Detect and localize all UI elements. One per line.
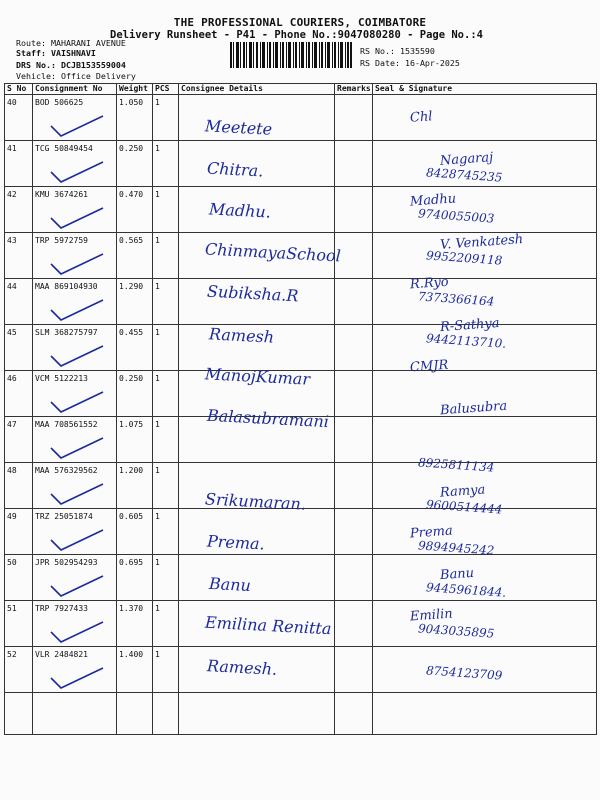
checkmark-icon	[47, 618, 107, 646]
row-pcs: 1	[153, 601, 179, 647]
signature-handwriting: Emilin	[409, 606, 454, 625]
row-remarks-cell	[335, 647, 373, 693]
col-consignment: Consignment No	[33, 84, 117, 95]
table-row	[5, 141, 597, 187]
row-sno: 49	[5, 509, 33, 555]
row-sno: 52	[5, 647, 33, 693]
row-signature-cell	[373, 693, 597, 735]
phone-handwriting: 9740055003	[417, 206, 495, 226]
consignee-handwriting: ChinmayaSchool	[204, 238, 342, 266]
row-weight	[117, 693, 153, 735]
row-pcs: 1	[153, 95, 179, 141]
table-header-row	[5, 84, 597, 95]
consignee-handwriting: Ramesh	[208, 323, 275, 347]
row-remarks-cell	[335, 95, 373, 141]
consignment-number: MAA 708561552	[35, 420, 98, 429]
row-consignment	[33, 555, 117, 601]
consignment-number: SLM 368275797	[35, 328, 98, 337]
consignee-handwriting: Balasubramani	[206, 405, 330, 431]
signature-handwriting: Madhu	[409, 191, 457, 210]
rs-number: RS No.: 1535590	[360, 46, 435, 56]
checkmark-icon	[47, 342, 107, 370]
row-consignment	[33, 463, 117, 509]
signature-handwriting: Nagaraj	[439, 149, 494, 169]
phone-handwriting: 8925811134	[417, 455, 495, 475]
row-remarks-cell	[335, 601, 373, 647]
consignment-number: TCG 50849454	[35, 144, 93, 153]
checkmark-icon	[47, 480, 107, 508]
consignment-number: JPR 502954293	[35, 558, 98, 567]
signature-handwriting: Banu	[439, 565, 475, 583]
row-weight: 0.565	[117, 233, 153, 279]
row-consignee-cell	[179, 555, 335, 601]
col-sno: S No	[5, 84, 33, 95]
signature-handwriting: Ramya	[439, 481, 486, 501]
row-consignment	[33, 693, 117, 735]
row-sno: 47	[5, 417, 33, 463]
row-pcs: 1	[153, 371, 179, 417]
table-row	[5, 647, 597, 693]
row-sno: 40	[5, 95, 33, 141]
table-row	[5, 279, 597, 325]
checkmark-icon	[47, 388, 107, 416]
row-remarks-cell	[335, 417, 373, 463]
row-pcs: 1	[153, 187, 179, 233]
row-consignment	[33, 233, 117, 279]
phone-handwriting: 9894945242	[417, 538, 495, 558]
row-sno: 44	[5, 279, 33, 325]
signature-handwriting: Chl	[409, 109, 433, 126]
phone-handwriting: 7373366164	[417, 289, 495, 309]
row-remarks-cell	[335, 279, 373, 325]
row-pcs: 1	[153, 233, 179, 279]
row-consignment	[33, 187, 117, 233]
phone-handwriting: 9043035895	[417, 621, 495, 641]
col-consignee: Consignee Details	[179, 84, 335, 95]
row-pcs: 1	[153, 463, 179, 509]
route-label: Route: MAHARANI AVENUE	[16, 38, 126, 48]
row-consignment	[33, 371, 117, 417]
row-sno: 41	[5, 141, 33, 187]
table-row	[5, 555, 597, 601]
company-title: THE PROFESSIONAL COURIERS, COIMBATORE	[173, 16, 427, 29]
row-weight: 1.050	[117, 95, 153, 141]
col-signature: Seal & Signature	[373, 84, 597, 95]
row-sno: 50	[5, 555, 33, 601]
row-consignment	[33, 509, 117, 555]
consignee-handwriting: Madhu.	[208, 199, 272, 222]
row-consignment	[33, 601, 117, 647]
phone-handwriting: 8428745235	[425, 164, 503, 185]
row-sno	[5, 693, 33, 735]
consignment-number: KMU 3674261	[35, 190, 88, 199]
runsheet-table	[4, 83, 597, 735]
row-weight: 1.200	[117, 463, 153, 509]
row-weight: 0.605	[117, 509, 153, 555]
consignee-handwriting: Subiksha.R	[206, 281, 299, 306]
consignee-handwriting: Meetete	[204, 116, 273, 139]
row-remarks-cell	[335, 187, 373, 233]
signature-handwriting: R.Ryo	[409, 274, 450, 293]
phone-handwriting: 9445961844.	[425, 579, 507, 600]
row-consignee-cell	[179, 693, 335, 735]
rs-date: RS Date: 16-Apr-2025	[360, 58, 460, 68]
row-sno: 45	[5, 325, 33, 371]
checkmark-icon	[47, 664, 107, 692]
row-weight: 1.075	[117, 417, 153, 463]
row-remarks-cell	[335, 509, 373, 555]
row-pcs: 1	[153, 417, 179, 463]
row-pcs: 1	[153, 647, 179, 693]
signature-handwriting: Prema	[409, 523, 454, 542]
table-row	[5, 693, 597, 735]
row-remarks-cell	[335, 463, 373, 509]
row-consignment	[33, 647, 117, 693]
signature-handwriting: CMJR	[409, 357, 449, 376]
row-weight: 0.250	[117, 141, 153, 187]
table-row	[5, 509, 597, 555]
checkmark-icon	[47, 158, 107, 186]
row-pcs: 1	[153, 555, 179, 601]
row-weight: 0.250	[117, 371, 153, 417]
table-row	[5, 325, 597, 371]
row-signature-cell	[373, 187, 597, 233]
col-weight: Weight	[117, 84, 153, 95]
row-sno: 43	[5, 233, 33, 279]
checkmark-icon	[47, 572, 107, 600]
phone-handwriting: 9600514444	[425, 496, 503, 517]
row-consignment	[33, 141, 117, 187]
row-consignment	[33, 325, 117, 371]
row-weight: 0.695	[117, 555, 153, 601]
consignment-number: MAA 576329562	[35, 466, 98, 475]
row-remarks-cell	[335, 141, 373, 187]
row-pcs: 1	[153, 325, 179, 371]
row-consignment	[33, 95, 117, 141]
row-sno: 42	[5, 187, 33, 233]
row-consignment	[33, 417, 117, 463]
consignee-handwriting: Emilina Renitta	[204, 612, 332, 639]
row-weight: 0.455	[117, 325, 153, 371]
checkmark-icon	[47, 434, 107, 462]
consignee-handwriting: Ramesh.	[206, 655, 278, 679]
barcode-image	[230, 42, 352, 68]
consignee-handwriting: Chitra.	[206, 158, 264, 180]
signature-handwriting: R-Sathya	[439, 315, 500, 335]
row-sno: 46	[5, 371, 33, 417]
consignee-handwriting: Banu	[208, 573, 252, 595]
row-weight: 0.470	[117, 187, 153, 233]
row-consignment	[33, 279, 117, 325]
consignment-number: TRZ 25051874	[35, 512, 93, 521]
table-row	[5, 95, 597, 141]
row-remarks-cell	[335, 693, 373, 735]
consignment-number: BOD 506625	[35, 98, 84, 107]
consignment-number: TRP 5972759	[35, 236, 88, 245]
col-pcs: PCS	[153, 84, 179, 95]
row-weight: 1.400	[117, 647, 153, 693]
row-remarks-cell	[335, 555, 373, 601]
signature-handwriting: Balusubra	[439, 398, 508, 418]
consignment-number: VLR 2484821	[35, 650, 88, 659]
row-signature-cell	[373, 95, 597, 141]
drs-label: DRS No.: DCJB153559004	[16, 60, 126, 70]
consignee-handwriting: ManojKumar	[204, 364, 311, 389]
row-pcs	[153, 693, 179, 735]
consignee-handwriting: Prema.	[206, 531, 266, 554]
phone-handwriting: 9952209118	[425, 247, 503, 268]
row-pcs: 1	[153, 141, 179, 187]
consignment-number: VCM 5122213	[35, 374, 88, 383]
row-sno: 48	[5, 463, 33, 509]
checkmark-icon	[47, 526, 107, 554]
row-sno: 51	[5, 601, 33, 647]
col-remarks: Remarks	[335, 84, 373, 95]
consignment-number: MAA 869104930	[35, 282, 98, 291]
phone-handwriting: 8754123709	[425, 662, 503, 683]
checkmark-icon	[47, 204, 107, 232]
table-row	[5, 187, 597, 233]
signature-handwriting: V. Venkatesh	[439, 231, 524, 253]
row-remarks-cell	[335, 371, 373, 417]
row-pcs: 1	[153, 279, 179, 325]
row-pcs: 1	[153, 509, 179, 555]
vehicle-label: Vehicle: Office Delivery	[16, 71, 136, 81]
runsheet-subtitle: Delivery Runsheet - P41 - Phone No.:9047080280 - Page No.:4	[110, 29, 483, 41]
checkmark-icon	[47, 296, 107, 324]
staff-label: Staff: VAISHNAVI	[16, 48, 96, 58]
consignment-number: TRP 7927433	[35, 604, 88, 613]
row-signature-cell	[373, 417, 597, 463]
row-weight: 1.290	[117, 279, 153, 325]
phone-handwriting: 9442113710.	[425, 330, 507, 351]
consignee-handwriting: Srikumaran.	[204, 488, 307, 514]
checkmark-icon	[47, 250, 107, 278]
row-weight: 1.370	[117, 601, 153, 647]
row-remarks-cell	[335, 325, 373, 371]
checkmark-icon	[47, 112, 107, 140]
